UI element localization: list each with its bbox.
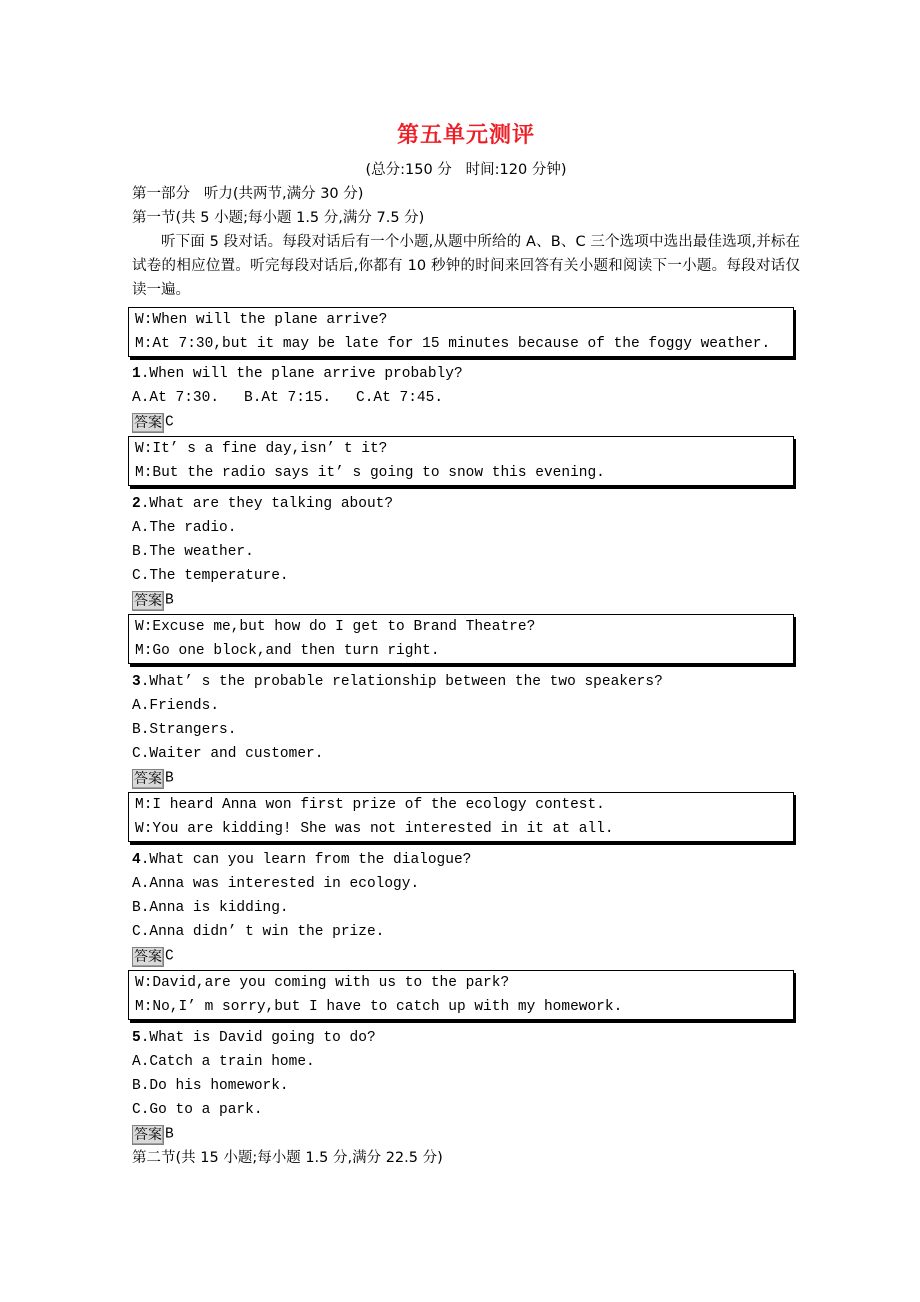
dialogue-line: W:It’ s a fine day,isn’ t it?	[135, 441, 388, 457]
answer-row	[132, 588, 800, 612]
instructions: 听下面 5 段对话。每段对话后有一个小题,从题中所给的 A、B、C 三个选项中选出最佳选项,并标在试卷的相应位置。听完每段对话后,你都有 10 秒钟的时间来回答有关小题和阅读下一小题。每段对话仅读一遍。	[132, 234, 800, 298]
option-a: A.Catch a train home.	[132, 1054, 315, 1070]
question-number: 1	[132, 366, 141, 382]
section2-heading: 第二节(共 15 小题;每小题 1.5 分,满分 22.5 分)	[132, 1150, 443, 1166]
question-text: .What’ s the probable relationship between the two speakers?	[140, 674, 663, 690]
question-text: .What is David going to do?	[140, 1030, 376, 1046]
dialogue-box	[128, 970, 794, 1020]
question-block	[132, 670, 800, 790]
part-heading: 第一部分 听力(共两节,满分 30 分)	[132, 186, 364, 202]
question-stem	[132, 670, 800, 694]
question-text: .What can you learn from the dialogue?	[140, 852, 472, 868]
dialogue-box	[128, 436, 794, 486]
option-c: C.At 7:45.	[356, 390, 444, 406]
option-c: C.The temperature.	[132, 568, 289, 584]
answer-value: C	[165, 948, 174, 965]
question-block	[132, 1026, 800, 1146]
dialogue-line: W:David,are you coming with us to the park?	[135, 975, 510, 991]
options-row	[132, 386, 800, 410]
dialogue-box	[128, 614, 794, 664]
option-b: B.Do his homework.	[132, 1078, 289, 1094]
question-number: 3	[132, 674, 141, 690]
dialogue-box	[128, 307, 794, 357]
answer-value: B	[165, 592, 174, 609]
question-number: 2	[132, 496, 141, 512]
section1-heading: 第一节(共 5 小题;每小题 1.5 分,满分 7.5 分)	[132, 210, 425, 226]
option-a: A.At 7:30.	[132, 390, 220, 406]
dialogue-line: M:At 7:30,but it may be late for 15 minutes because of the foggy weather.	[135, 336, 771, 352]
question-stem	[132, 848, 800, 872]
question-stem	[132, 1026, 800, 1050]
answer-badge: 答案	[134, 948, 162, 965]
option-b: B.At 7:15.	[244, 390, 332, 406]
answer-badge: 答案	[134, 770, 162, 787]
option-b: B.The weather.	[132, 544, 254, 560]
answer-row	[132, 410, 800, 434]
question-block	[132, 362, 800, 434]
dialogue-line: M:But the radio says it’ s going to snow this evening.	[135, 465, 605, 481]
answer-row	[132, 1122, 800, 1146]
answer-value: C	[165, 414, 174, 431]
option-a: A.Friends.	[132, 698, 220, 714]
dialogue-line: W:You are kidding! She was not interested in it at all.	[135, 821, 614, 837]
dialogue-line: M:No,I’ m sorry,but I have to catch up with my homework.	[135, 999, 623, 1015]
question-number: 5	[132, 1030, 141, 1046]
answer-value: B	[165, 770, 174, 787]
answer-badge: 答案	[134, 592, 162, 609]
answer-value: B	[165, 1126, 174, 1143]
dialogue-line: M:Go one block,and then turn right.	[135, 643, 440, 659]
dialogue-line: M:I heard Anna won first prize of the ecology contest.	[135, 797, 605, 813]
answer-row	[132, 944, 800, 968]
dialogue-box	[128, 792, 794, 842]
intro-block	[132, 182, 800, 302]
exam-meta: (总分:150 分 时间:120 分钟)	[365, 162, 567, 178]
option-c: C.Go to a park.	[132, 1102, 263, 1118]
option-c: C.Anna didn’ t win the prize.	[132, 924, 385, 940]
question-stem	[132, 362, 800, 386]
dialogue-line: W:Excuse me,but how do I get to Brand Theatre?	[135, 619, 536, 635]
option-c: C.Waiter and customer.	[132, 746, 324, 762]
option-a: A.The radio.	[132, 520, 237, 536]
option-a: A.Anna was interested in ecology.	[132, 876, 420, 892]
option-b: B.Anna is kidding.	[132, 900, 289, 916]
answer-badge: 答案	[134, 414, 162, 431]
dialogue-line: W:When will the plane arrive?	[135, 312, 388, 328]
question-text: .When will the plane arrive probably?	[140, 366, 463, 382]
page-title: 第五单元测评	[396, 123, 535, 148]
question-block	[132, 848, 800, 968]
question-number: 4	[132, 852, 141, 868]
question-stem	[132, 492, 800, 516]
option-b: B.Strangers.	[132, 722, 237, 738]
answer-row	[132, 766, 800, 790]
question-text: .What are they talking about?	[140, 496, 394, 512]
question-block	[132, 492, 800, 612]
answer-badge: 答案	[134, 1126, 162, 1143]
